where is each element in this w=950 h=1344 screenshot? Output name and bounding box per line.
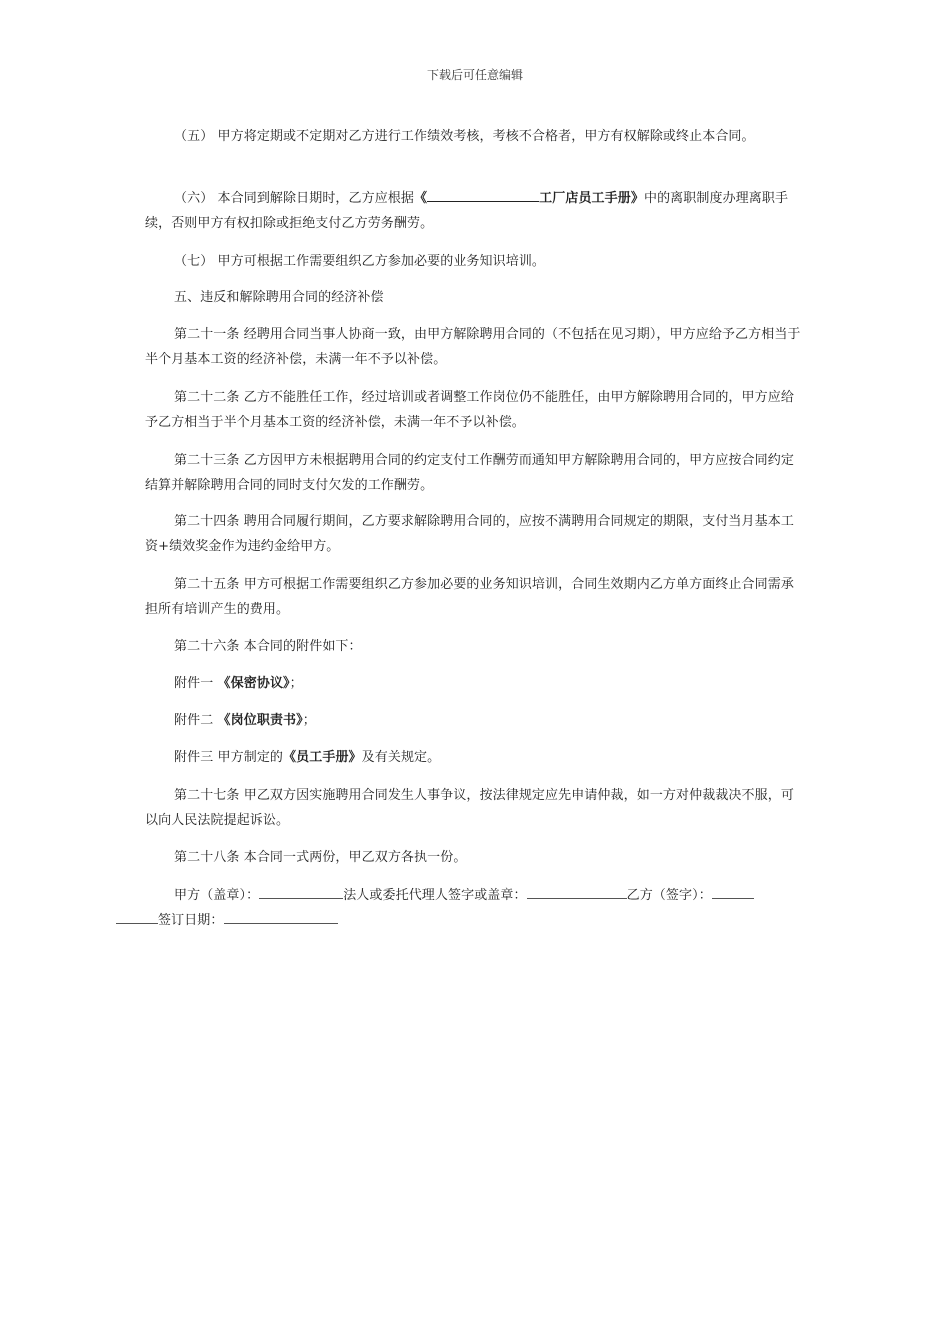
attachment-2: [145, 708, 805, 733]
clause-7: （七） 甲方可根据工作需要组织乙方参加必要的业务知识培训。: [174, 254, 546, 269]
article-25: 第二十五条 甲方可根据工作需要组织乙方参加必要的业务知识培训，合同生效期内乙方单方面终止合同需承担所有培训产生的费用。: [145, 577, 794, 617]
attachment-3-label: 附件三 甲方制定的: [174, 750, 284, 765]
attachment-1-label: 附件一: [174, 676, 218, 691]
clause-6-text-b: 中的离职制度办理离职手续，否则甲方有权扣除或拒绝支付乙方劳务酬劳。: [145, 191, 789, 231]
party-b-signature-blank-a[interactable]: [712, 886, 754, 899]
sign-date-blank[interactable]: [224, 911, 338, 924]
signature-block: [145, 883, 805, 933]
handbook-title-open: 《: [414, 191, 428, 206]
attachment-3-text: 及有关规定。: [361, 750, 441, 765]
attachment-3: [145, 745, 805, 770]
section-5-heading: 五、违反和解除聘用合同的经济补偿: [174, 290, 384, 305]
handbook-name-blank: [427, 187, 539, 202]
attachment-2-label: 附件二: [174, 713, 218, 728]
attachment-2-punct: ；: [302, 713, 316, 728]
handbook-title-name: 工厂店员工手册》: [539, 191, 644, 206]
party-a-label: 甲方（盖章）：: [174, 888, 260, 903]
clause-5: （五） 甲方将定期或不定期对乙方进行工作绩效考核，考核不合格者，甲方有权解除或终止本合同。: [174, 129, 755, 144]
legal-rep-label: 法人或委托代理人签字或盖章：: [343, 888, 527, 903]
article-26: 第二十六条 本合同的附件如下：: [174, 639, 362, 654]
clause-6-text-a: （六） 本合同到解除日期时，乙方应根据: [174, 191, 415, 206]
attachment-3-title: 《员工手册》: [283, 750, 362, 765]
party-a-seal-blank[interactable]: [259, 886, 343, 899]
sign-date-label: 签订日期：: [158, 913, 224, 928]
attachment-2-title: 《岗位职责书》: [217, 713, 303, 728]
legal-rep-signature-blank[interactable]: [527, 886, 627, 899]
article-28: 第二十八条 本合同一式两份，甲乙双方各执一份。: [174, 850, 467, 865]
page-header: 下载后可任意编辑: [426, 68, 523, 82]
article-22: 第二十二条 乙方不能胜任工作，经过培训或者调整工作岗位仍不能胜任，由甲方解除聘用合同的，甲方应给予乙方相当于半个月基本工资的经济补偿，未满一年不予以补偿。: [145, 390, 794, 430]
party-b-label: 乙方（签字）：: [626, 888, 712, 903]
attachment-1-punct: ；: [289, 676, 303, 691]
article-24: 第二十四条 聘用合同履行期间，乙方要求解除聘用合同的，应按不满聘用合同规定的期限，支付当月基本工资+绩效奖金作为违约金给甲方。: [145, 514, 794, 554]
party-b-signature-blank-b[interactable]: [116, 911, 158, 924]
attachment-1: [145, 671, 805, 696]
article-21: 第二十一条 经聘用合同当事人协商一致，由甲方解除聘用合同的（不包括在见习期），甲方应给予乙方相当于半个月基本工资的经济补偿，未满一年不予以补偿。: [145, 327, 801, 367]
article-27: 第二十七条 甲乙双方因实施聘用合同发生人事争议，按法律规定应先申请仲裁，如一方对仲裁裁决不服，可以向人民法院提起诉讼。: [145, 788, 794, 828]
attachment-1-title: 《保密协议》: [217, 676, 290, 691]
article-23: 第二十三条 乙方因甲方未根据聘用合同的约定支付工作酬劳而通知甲方解除聘用合同的，甲方应按合同约定结算并解除聘用合同的同时支付欠发的工作酬劳。: [145, 453, 794, 493]
clause-6: [145, 186, 805, 236]
